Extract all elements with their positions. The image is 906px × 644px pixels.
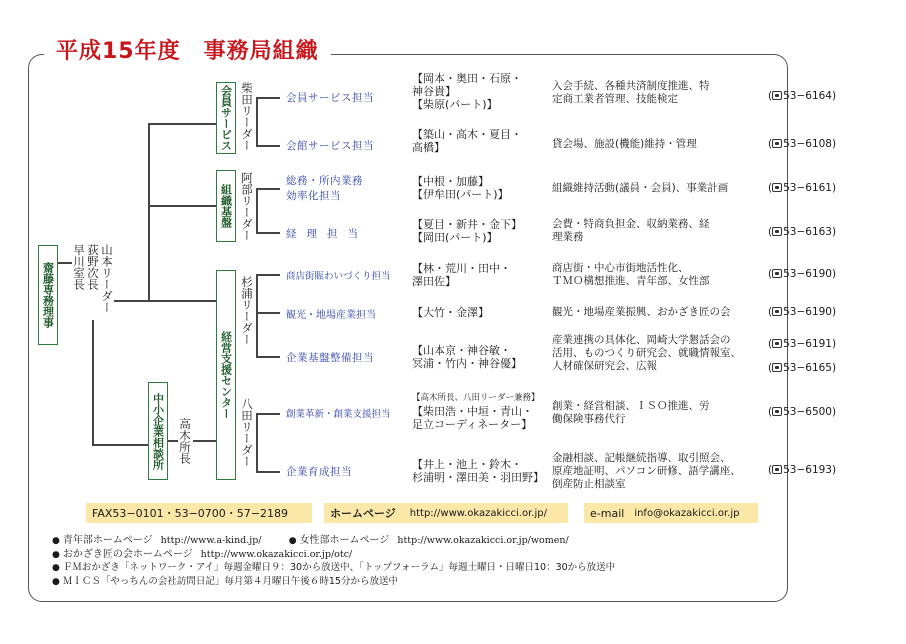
duty: [552, 306, 731, 319]
role-hall-service: 会館サービス担当: [286, 140, 374, 152]
group-label: 組織基盤: [219, 184, 233, 228]
duty-line: 原産地証明、パソコン研修、語学講座、: [552, 465, 741, 477]
phone-icon: [772, 339, 782, 348]
connector: [256, 274, 258, 356]
takumi-homepage-url[interactable]: http://www.okazakicci.or.jp/otc/: [200, 549, 353, 560]
connector: [148, 123, 150, 301]
duty: [552, 182, 728, 195]
duty: [552, 400, 710, 426]
duty-line: 入会手続、各種共済制度推進、特: [552, 80, 710, 92]
footer-line-4: [52, 573, 398, 587]
phone-number: ( 53−6161): [768, 182, 837, 194]
duty-line: 定商工業者管理、技能検定: [552, 93, 678, 105]
role-member-service: 会員サービス担当: [286, 92, 374, 104]
group-organization: [216, 170, 236, 242]
connector: [58, 262, 72, 264]
role-accounting: 経理担当: [286, 228, 368, 240]
fax-numbers: FAX53−0101・53−0700・57−2189: [86, 503, 312, 523]
footer-line-1: [52, 531, 569, 546]
group-label: 中小企業相談所: [151, 392, 165, 470]
member-line: 【築山・高木・夏目・: [412, 128, 522, 141]
member-line: 【伊牟田(パート)】: [412, 188, 509, 201]
deputy-2: 荻野次長: [86, 244, 100, 290]
footer-text: 女性部ホームページ: [299, 535, 390, 546]
members: [412, 306, 489, 319]
phone-number: ( 53−6193): [768, 464, 837, 476]
phone-icon: [772, 307, 782, 316]
group-label: 会員サービス: [219, 85, 233, 151]
connector: [256, 188, 258, 232]
phone-number: ( 53−6500): [768, 406, 837, 418]
member-line: 【中根・加藤】: [412, 175, 489, 188]
phone-icon: [772, 227, 782, 236]
duty-line: 人材確保研究会、広報: [552, 360, 657, 372]
phone-number: ( 53−6108): [768, 138, 837, 150]
footer-line-2: [52, 545, 352, 560]
page-title: 平成15年度 事務局組織: [44, 34, 331, 65]
homepage-url[interactable]: http://www.okazakicci.or.jp/: [409, 507, 547, 519]
deputy-1: 山本リーダー: [100, 244, 114, 313]
member-line: 神谷貴】: [412, 85, 456, 98]
bullet-icon: ●: [52, 563, 60, 573]
role-tourism: 観光・地場産業担当: [286, 310, 376, 321]
leader-hatta: 八田リーダー: [240, 398, 254, 467]
footer-text: おかざき匠の会ホームページ: [62, 549, 193, 560]
member-line: 【山本京・神谷敏・: [412, 344, 511, 357]
connector: [148, 123, 216, 125]
duty: [552, 262, 710, 288]
phone-icon: [772, 363, 782, 372]
member-line: 【夏目・新井・金下】: [412, 218, 522, 231]
phone-number-2: ( 53−6165): [768, 362, 837, 374]
member-line: 【大竹・金澤】: [412, 306, 489, 319]
phone-icon: [772, 269, 782, 278]
duty-line: 貸会場、施設(機能)維持・管理: [552, 138, 697, 150]
leader-sugiura: 杉浦リーダー: [240, 276, 254, 345]
member-line: 【岡本・奥田・石原・: [412, 72, 522, 85]
duty-line: 倒産防止相談室: [552, 478, 626, 490]
role-general-affairs: [286, 174, 363, 204]
phone-icon: [772, 465, 782, 474]
duty-line: 金融相談、記帳継続指導、取引照会、: [552, 452, 731, 464]
duty-line: 働保険事務代行: [552, 413, 626, 425]
duty-line: 産業連携の具体化、岡崎大学懇話会の: [552, 334, 731, 346]
phone-icon: [772, 183, 782, 192]
duty-line: 観光・地場産業振興、おかざき匠の会: [552, 306, 731, 318]
duty: [552, 80, 710, 106]
duty: [552, 334, 741, 373]
homepage-label: ホームページ: [330, 507, 396, 520]
role-shopping-street: 商店街賑わいづくり担当: [286, 271, 391, 282]
member-line: 澤田佐】: [412, 275, 456, 288]
footer-text: 青年部ホームページ: [62, 535, 153, 546]
role-line: 総務・所内業務: [286, 175, 363, 187]
bullet-icon: ●: [288, 536, 297, 546]
connector: [256, 312, 280, 314]
email-link[interactable]: [584, 503, 758, 523]
footer-text: ＦＭおかざき「ネットワーク・アイ」毎週金曜日９：30から放送中、「トップフォーラム」毎週土曜日・日曜日10：30から放送中: [62, 562, 616, 573]
members: [412, 218, 522, 244]
member-line: 【柴田浩・中垣・青山・: [412, 405, 533, 418]
member-line: 足立コーディネーター】: [412, 418, 533, 431]
phone-number: ( 53−6164): [768, 90, 837, 102]
chief-label: 齋藤専務理事: [41, 262, 55, 328]
footer-line-3: [52, 559, 615, 573]
group-label: 経営支援センター: [219, 331, 233, 419]
members: [412, 344, 522, 370]
bullet-icon: ●: [52, 536, 60, 546]
duty-line: 組織維持活動(議員・会員)、事業計画: [552, 182, 729, 194]
duty-line: 創業・経営相談、ＩＳＯ推進、労: [552, 400, 710, 412]
connector: [92, 444, 148, 446]
member-line: 【岡田(パート)】: [412, 231, 498, 244]
connector: [168, 440, 178, 442]
connector: [114, 300, 148, 302]
members: [412, 262, 511, 288]
phone-number: ( 53−6163): [768, 226, 837, 238]
role-line: 効率化担当: [286, 190, 341, 202]
duty: [552, 138, 697, 151]
member-line: 【柴原(パート)】: [412, 98, 498, 111]
phone-number: ( 53−6190): [768, 306, 837, 318]
duty-line: 理業務: [552, 231, 584, 243]
connector: [256, 356, 280, 358]
member-line: 杉浦明・澤田美・羽田野】: [412, 471, 544, 484]
leader-shibata: 柴田リーダー: [240, 82, 254, 151]
connector: [148, 205, 216, 207]
email-label: e-mail: [590, 506, 625, 520]
members: [412, 392, 540, 431]
email-address[interactable]: info@okazakicci.or.jp: [634, 507, 740, 519]
leader-takagi: 高木所長: [178, 418, 192, 464]
connector: [256, 232, 280, 234]
duty-line: 商店街・中心市街地活性化、: [552, 262, 689, 274]
connector: [256, 413, 280, 415]
phone-icon: [772, 407, 782, 416]
phone-number: ( 53−6190): [768, 268, 837, 280]
connector: [256, 274, 280, 276]
duty-line: 会費・特商負担金、収納業務、経: [552, 218, 710, 230]
member-line: 【高木所長、八田リーダー兼務】: [412, 393, 540, 403]
connector: [148, 300, 216, 302]
phone-icon: [772, 139, 782, 148]
member-line: 【井上・池上・鈴木・: [412, 458, 522, 471]
chief-box: [38, 245, 58, 345]
group-support-center: [216, 270, 236, 480]
women-homepage-url[interactable]: http://www.okazakicci.or.jp/women/: [397, 535, 569, 546]
footer-text: ＭＩＣＳ「やっちんの会社訪問日記」毎月第４月曜日午後６時15分から放送中: [62, 576, 398, 587]
bullet-icon: ●: [52, 577, 60, 587]
group-member-service: [216, 82, 236, 154]
members: [412, 175, 509, 201]
role-startup-support: 創業革新・創業支援担当: [286, 409, 391, 420]
duty-line: 活用、ものつくり研究会、就職情報室、: [552, 347, 741, 359]
members: [412, 72, 522, 111]
connector: [256, 471, 280, 473]
homepage-link[interactable]: [324, 503, 568, 523]
group-sme-consult: [148, 382, 168, 480]
phone-icon: [772, 91, 782, 100]
members: [412, 128, 522, 154]
connector: [193, 440, 216, 442]
connector: [256, 145, 280, 147]
connector: [256, 188, 280, 190]
duty-line: ＴＭＯ構想推進、青年部、女性部: [552, 275, 710, 287]
member-line: 高橋】: [412, 141, 445, 154]
deputy-3: 早川室長: [72, 244, 86, 290]
connector: [256, 413, 258, 471]
connector: [92, 320, 94, 445]
member-line: 【林・荒川・田中・: [412, 262, 511, 275]
connector: [256, 97, 258, 145]
leader-abe: 阿部リーダー: [240, 172, 254, 241]
members: [412, 458, 544, 484]
bullet-icon: ●: [52, 550, 60, 560]
role-business-infrastructure: 企業基盤整備担当: [286, 352, 374, 364]
phone-number: ( 53−6191): [768, 338, 837, 350]
connector: [256, 97, 280, 99]
duty: [552, 452, 741, 491]
duty: [552, 218, 710, 244]
member-line: 冥浦・竹内・神谷優】: [412, 357, 522, 370]
role-business-development: 企業育成担当: [286, 466, 352, 478]
youth-homepage-url[interactable]: http://www.a-kind.jp/: [160, 535, 262, 546]
